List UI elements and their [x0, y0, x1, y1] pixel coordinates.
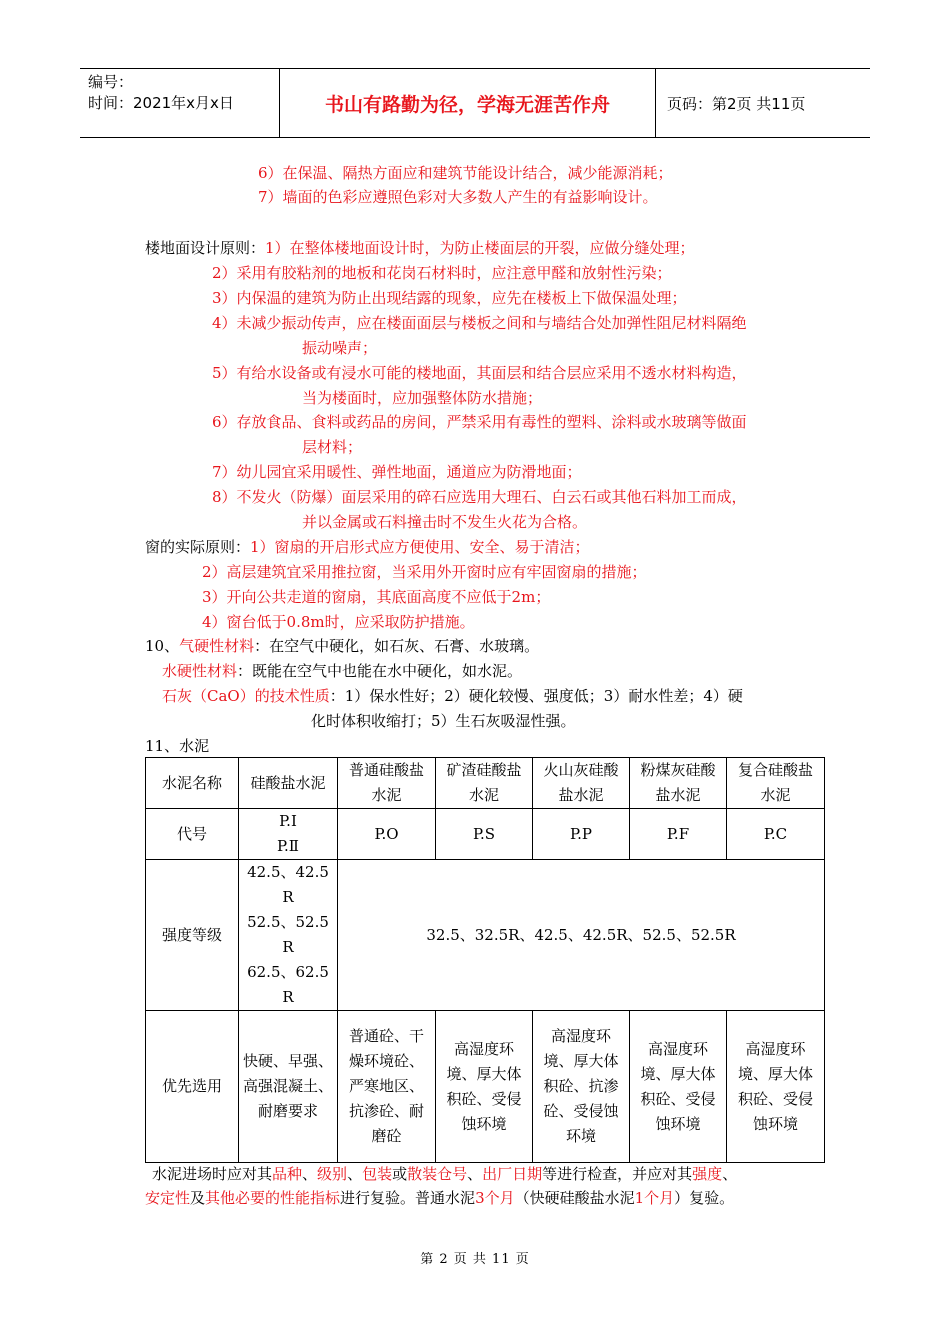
page-header: [80, 68, 870, 138]
note-text: 水泥进场时应对其: [152, 1165, 273, 1183]
s11-title: 11、水泥: [145, 737, 210, 755]
table-row: [146, 860, 825, 1011]
table-row: [146, 1011, 825, 1163]
air-term: 气硬性材料: [179, 637, 255, 655]
s10-water: [162, 661, 522, 681]
s10-lime: [162, 686, 743, 706]
note-text: 、: [722, 1165, 738, 1183]
lime-text: ：1）保水性好；2）硬化较慢、强度低；3）耐水性差；4）硬: [329, 687, 743, 705]
header-page-info: 页码：第2页 共11页: [667, 94, 806, 113]
air-text: ：在空气中硬化，如石灰、石膏、水玻璃。: [254, 637, 540, 655]
note-text: 进行复验。普通水泥: [340, 1189, 476, 1207]
note-text: 、: [302, 1165, 318, 1183]
grade-line: 52.5、52.5: [247, 913, 329, 931]
floor-item-4: 4）未减少振动传声，应在楼面面层与楼板之间和与墙结合处加弹性阻尼材料隔绝: [212, 314, 747, 332]
window-item-3: 3）开向公共走道的窗扇，其底面高度不应低于2m；: [202, 588, 551, 606]
grade-line: R: [282, 888, 294, 906]
cement-name: 粉煤灰硅酸盐水泥: [630, 758, 727, 809]
note-highlight: 品种: [272, 1165, 303, 1183]
floor-item-1: 1）在整体楼地面设计时，为防止楼面层的开裂，应做分缝处理；: [265, 239, 695, 257]
use-cell: 高湿度环境、厚大体积砼、抗渗砼、受侵蚀环境: [533, 1011, 630, 1163]
window-title: 窗的实际原则：: [145, 538, 251, 556]
use-cell: 高湿度环境、厚大体积砼、受侵蚀环境: [630, 1011, 727, 1163]
wall-item-7: 7）墙面的色彩应遵照色彩对大多数人产生的有益影响设计。: [258, 188, 658, 206]
cement-code: P.P: [533, 809, 630, 860]
floor-item-6-cont: 层材料；: [302, 438, 363, 456]
note-text: 及: [190, 1189, 206, 1207]
header-motto: 书山有路勤为径，学海无涯苦作舟: [280, 69, 656, 137]
window-item-1: 1）窗扇的开启形式应方便使用、安全、易于清洁；: [250, 538, 590, 556]
floor-item-5: 5）有给水设备或有浸水可能的楼地面，其面层和结合层应采用不透水材料构造，: [212, 364, 747, 382]
floor-title: 楼地面设计原则：: [145, 239, 266, 257]
table-row: [146, 758, 825, 809]
row-header: 强度等级: [146, 860, 239, 1011]
cement-name: 硅酸盐水泥: [239, 758, 338, 809]
code-p2: P.Ⅱ: [276, 837, 300, 855]
cement-code: P.O: [338, 809, 436, 860]
note-text: 、: [347, 1165, 363, 1183]
note-text: 或: [392, 1165, 408, 1183]
cement-table: [145, 757, 825, 1163]
floor-item-7: 7）幼儿园宜采用暖性、弹性地面，通道应为防滑地面；: [212, 463, 582, 481]
grade-line: R: [282, 938, 294, 956]
code-p1: P.Ⅰ: [279, 812, 297, 830]
floor-item-2: 2）采用有胶粘剂的地板和花岗石材料时，应注意甲醛和放射性污染；: [212, 264, 672, 282]
grade-first: [239, 860, 338, 1011]
page-footer: 第 2 页 共 11 页: [420, 1252, 530, 1267]
floor-line-1: [145, 238, 695, 258]
header-meta: [80, 69, 280, 137]
s10-lime-cont: 化时体积收缩打；5）生石灰吸湿性强。: [311, 712, 576, 730]
row-header: 水泥名称: [146, 758, 239, 809]
floor-item-8: 8）不发火（防爆）面层采用的碎石应选用大理石、白云石或其他石料加工而成，: [212, 488, 747, 506]
lime-term: 石灰（CaO）的技术性质: [162, 687, 330, 705]
floor-item-4-cont: 振动噪声；: [302, 339, 378, 357]
date-label: 时间：2021年x月x日: [88, 94, 234, 112]
floor-item-5-cont: 当为楼面时，应加强整体防水措施；: [302, 389, 543, 407]
cement-code: P.S: [436, 809, 533, 860]
use-cell: 高湿度环境、厚大体积砼、受侵蚀环境: [727, 1011, 825, 1163]
note-highlight: 安定性: [145, 1189, 191, 1207]
note-highlight: 1个月: [634, 1189, 675, 1207]
floor-item-6: 6）存放食品、食料或药品的房间，严禁采用有毒性的塑料、涂料或水玻璃等做面: [212, 413, 747, 431]
note-highlight: 级别: [317, 1165, 348, 1183]
grade-line: R: [282, 988, 294, 1006]
cement-name: 普通硅酸盐水泥: [338, 758, 436, 809]
grade-line: 62.5、62.5: [247, 963, 329, 981]
note-highlight: 3个月: [475, 1189, 515, 1207]
use-cell: 快硬、早强、高强混凝土、耐磨要求: [239, 1011, 338, 1163]
note-highlight: 包装: [362, 1165, 393, 1183]
cement-name: 矿渣硅酸盐水泥: [436, 758, 533, 809]
grade-line: 42.5、42.5: [247, 863, 329, 881]
water-text: ：既能在空气中也能在水中硬化，如水泥。: [237, 662, 523, 680]
s10-air: [145, 636, 539, 656]
note-text: （快硬硅酸盐水泥: [514, 1189, 635, 1207]
water-term: 水硬性材料: [162, 662, 238, 680]
note-highlight: 其他必要的性能指标: [205, 1189, 341, 1207]
use-cell: 普通砼、干燥环境砼、严寒地区、抗渗砼、耐磨砼: [338, 1011, 436, 1163]
table-row: [146, 809, 825, 860]
note-text: 等进行检查，并应对其: [542, 1165, 693, 1183]
cement-code: P.F: [630, 809, 727, 860]
floor-item-8-cont: 并以金属或石料撞击时不发生火花为合格。: [302, 513, 588, 531]
window-item-2: 2）高层建筑宜采用推拉窗，当采用外开窗时应有牢固窗扇的措施；: [202, 563, 647, 581]
note-line-2: [145, 1188, 734, 1208]
note-text: 、: [467, 1165, 483, 1183]
wall-item-6: 6）在保温、隔热方面应和建筑节能设计结合，减少能源消耗；: [258, 164, 673, 182]
note-line-1: [152, 1164, 737, 1184]
cement-code: [239, 809, 338, 860]
note-text: ）复验。: [674, 1189, 735, 1207]
cement-name: 火山灰硅酸盐水泥: [533, 758, 630, 809]
note-highlight: 出厂日期: [482, 1165, 543, 1183]
note-highlight: 强度: [692, 1165, 723, 1183]
grade-rest: 32.5、32.5R、42.5、42.5R、52.5、52.5R: [338, 860, 825, 1011]
cement-name: 复合硅酸盐水泥: [727, 758, 825, 809]
row-header: 代号: [146, 809, 239, 860]
row-header: 优先选用: [146, 1011, 239, 1163]
serial-label: 编号：: [88, 73, 134, 91]
floor-item-3: 3）内保温的建筑为防止出现结露的现象，应先在楼板上下做保温处理；: [212, 289, 687, 307]
s10-num: 10、: [145, 637, 180, 655]
use-cell: 高湿度环境、厚大体积砼、受侵蚀环境: [436, 1011, 533, 1163]
note-highlight: 散装仓号: [407, 1165, 468, 1183]
window-line-1: [145, 537, 590, 557]
cement-code: P.C: [727, 809, 825, 860]
window-item-4: 4）窗台低于0.8m时，应采取防护措施。: [202, 613, 475, 631]
